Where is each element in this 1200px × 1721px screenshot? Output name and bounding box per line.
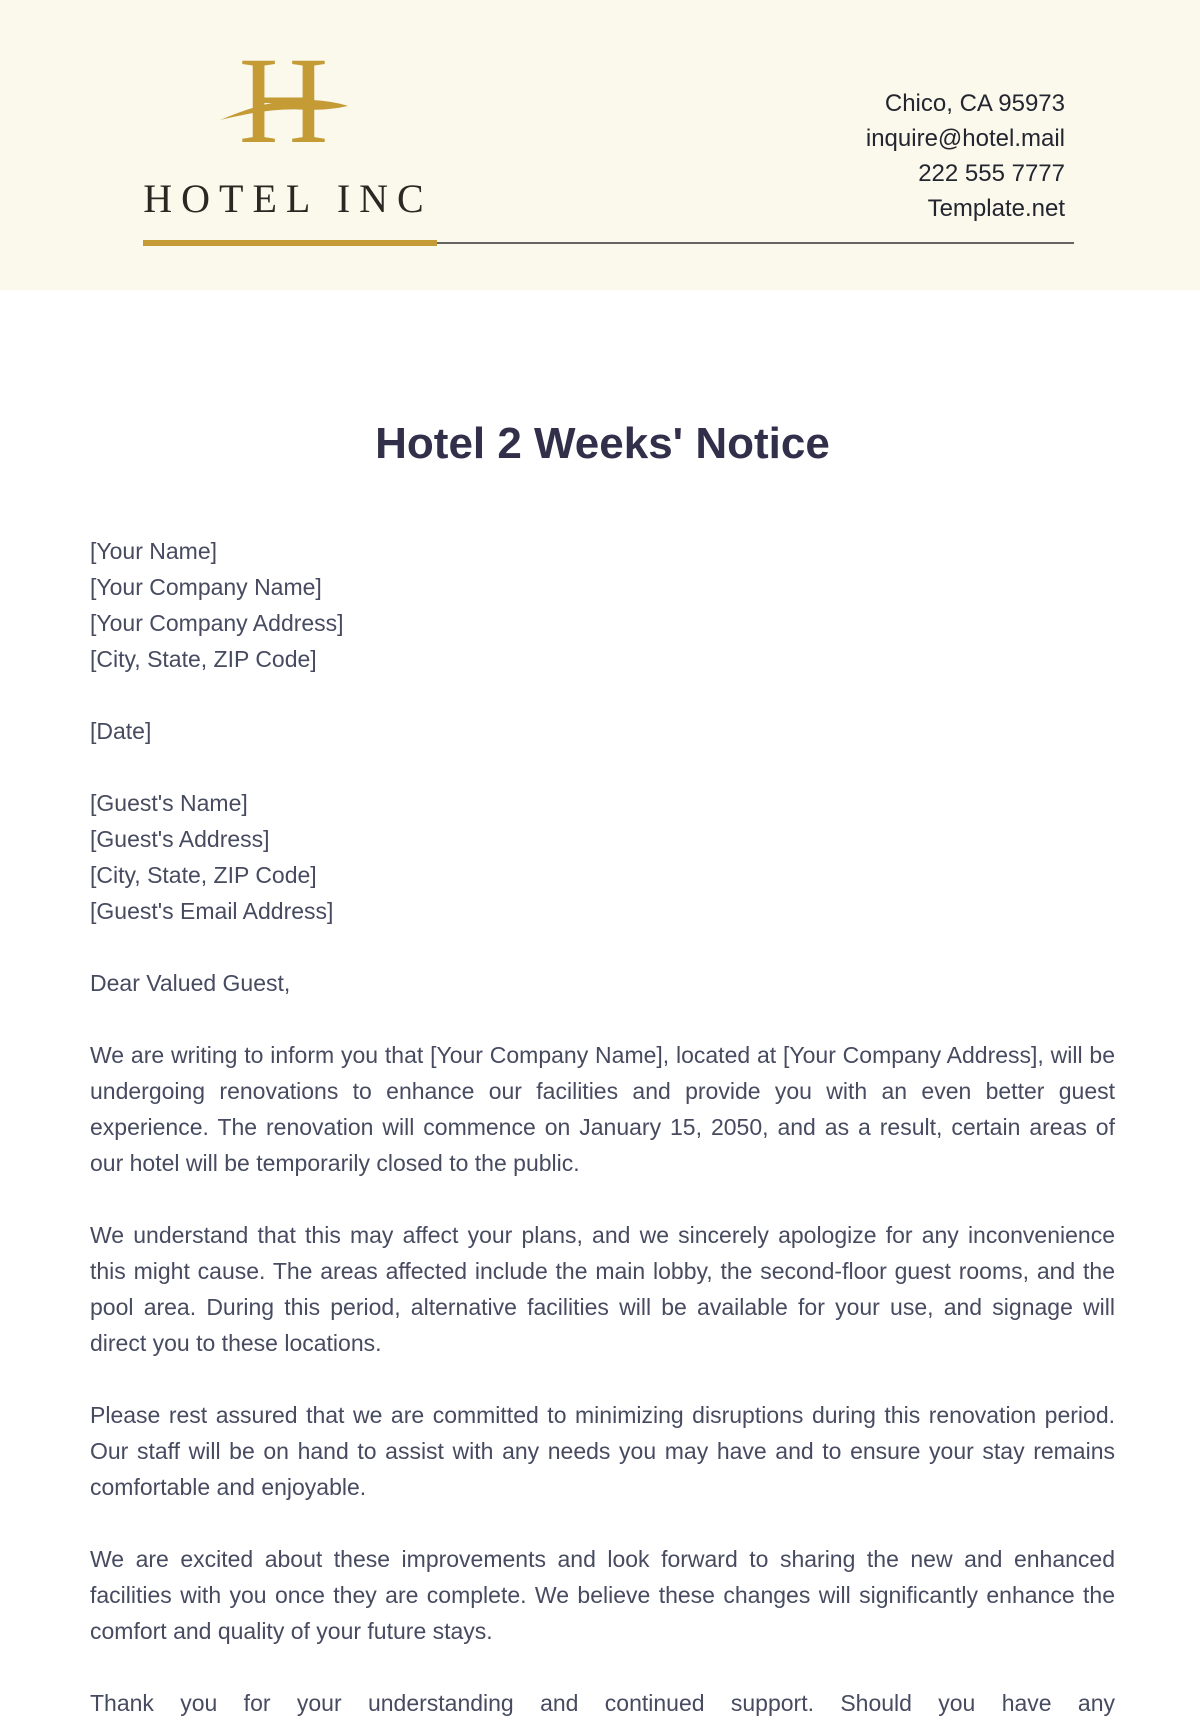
letter-paragraph: Thank you for your understanding and continued support. Should you have any	[90, 1690, 1115, 1716]
letter-title: Hotel 2 Weeks' Notice	[375, 419, 830, 468]
contact-info	[866, 86, 1065, 226]
date-line: [Date]	[90, 718, 152, 744]
sender-address-block	[90, 533, 1115, 677]
divider-gray-segment	[437, 242, 1074, 244]
contact-line: inquire@hotel.mail	[865, 125, 1065, 152]
recipient-address-line: [City, State, ZIP Code]	[90, 862, 317, 888]
sender-address-line: [Your Name]	[90, 538, 217, 564]
recipient-address-line: [Guest's Address]	[90, 826, 270, 852]
sender-address-line: [Your Company Address]	[90, 610, 344, 636]
recipient-address-line: [Guest's Name]	[90, 790, 248, 816]
salutation: Dear Valued Guest,	[90, 970, 291, 996]
contact-line: Chico, CA 95973	[884, 90, 1065, 117]
recipient-address-block	[90, 785, 1115, 929]
letter-paragraph: Please rest assured that we are committed to minimizing disruptions during this renovation period. Our staff will be on hand to assist with any needs you may have and to ensure your stay remains comfortable and enjoyable.	[90, 1402, 1115, 1500]
logo-monogram-h: H	[238, 32, 329, 169]
letter-paragraph: We are excited about these improvements and look forward to sharing the new and enhanced facilities with you once they are complete. We believe these changes will significantly enhance the comfort and quality of your future stays.	[90, 1546, 1115, 1644]
letterhead	[0, 0, 1200, 290]
contact-line: 222 555 7777	[918, 160, 1065, 187]
letter-paragraph: We are writing to inform you that [Your Company Name], located at [Your Company Address], will be undergoing renovations to enhance our facilities and provide you with an even better guest experience. The renovation will commence on January 15, 2050, and as a result, certain areas of our hotel will be temporarily closed to the public.	[90, 1042, 1115, 1176]
letterhead-divider	[143, 240, 1074, 246]
letter-paragraphs	[90, 1037, 1115, 1721]
contact-line: Template.net	[927, 195, 1065, 222]
recipient-address-line: [Guest's Email Address]	[90, 898, 334, 924]
sender-address-line: [Your Company Name]	[90, 574, 322, 600]
letter-body	[0, 418, 1200, 1721]
logo-hotel-name: HOTEL INC	[143, 176, 433, 221]
divider-gold-segment	[143, 240, 437, 246]
hotel-logo	[130, 32, 437, 221]
letter-paragraph: We understand that this may affect your plans, and we sincerely apologize for any inconvenience this might cause. The areas affected include the main lobby, the second-floor guest rooms, and the pool area. During this period, alternative facilities will be available for your use, and signage will direct you to these locations.	[90, 1222, 1115, 1356]
logo-swoosh-icon	[220, 95, 348, 122]
sender-address-line: [City, State, ZIP Code]	[90, 646, 317, 672]
